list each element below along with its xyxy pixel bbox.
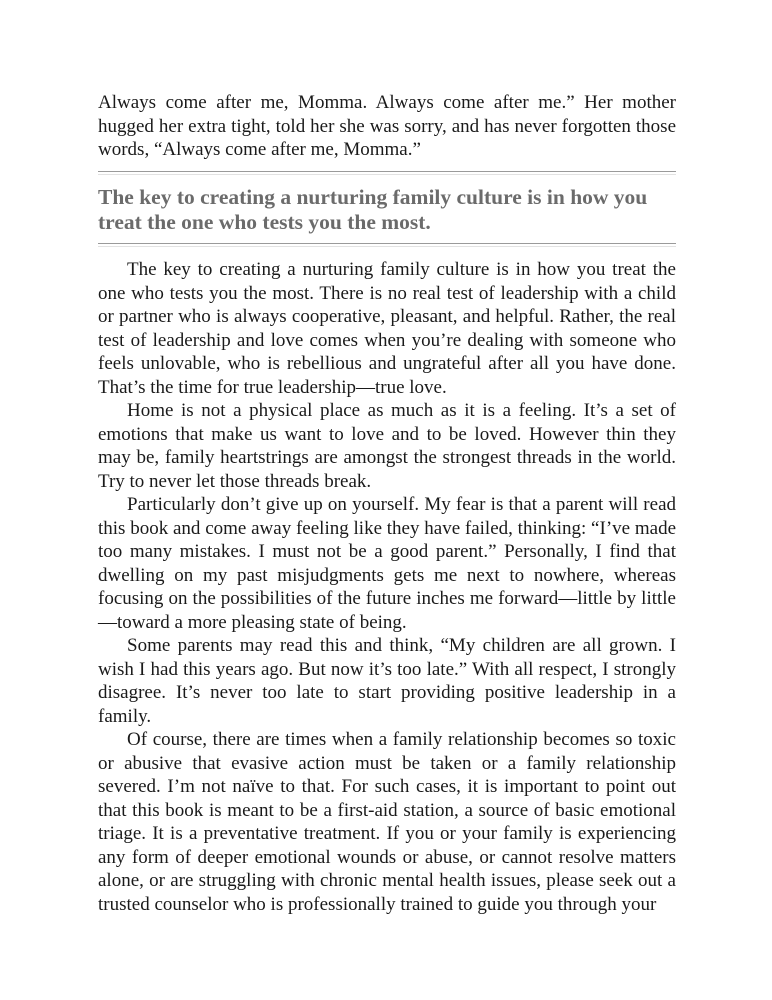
body-paragraph-2: Home is not a physical place as much as it is a feeling. It’s a set of emotions that make us want to love and to be loved. However thin they may be, family heartstrings are amongst the strongest threads in the world. Try to never let those threads break. xyxy=(98,400,676,492)
body-paragraph-5: Of course, there are times when a family relationship becomes so toxic or abusive that evasive action must be taken or a family relationship severed. I’m not naïve to that. For such cases, it is important to point out that this book is meant to be a first-aid station, a source of basic emotional triage. It is a preventative treatment. If you or your family is experiencing any form of deeper emotional wounds or abuse, or cannot resolve matters alone, or are struggling with chronic mental health issues, please seek out a trusted counselor who is professionally trained to guide you through your xyxy=(98,729,676,915)
body-paragraph-1: The key to creating a nurturing family culture is in how you treat the one who tests you the most. There is no real test of leadership with a child or partner who is always cooperative, pleasant, and helpful. Rather, the real test of leadership and love comes when you’re dealing with someone who feels unlovable, who is rebellious and ungrateful after all you have done. That’s the time for true leadership—true love. xyxy=(98,259,676,398)
body-paragraph-3: Particularly don’t give up on yourself. My fear is that a parent will read this book and come away feeling like they have failed, thinking: “I’ve made too many mistakes. I must not be a good parent.” Personally, I find that dwelling on my past misjudgments gets me next to nowhere, whereas focusing on the possibilities of the future inches me forward—little by little —toward a more pleasing state of being. xyxy=(98,494,676,633)
body-paragraph-4: Some parents may read this and think, “My children are all grown. I wish I had this years ago. But now it’s too late.” With all respect, I strongly disagree. It’s never too late to start providing positive leadership in a family. xyxy=(98,635,676,727)
pull-quote-top-rule xyxy=(98,171,676,172)
pull-quote: The key to creating a nurturing family culture is in how you treat the one who tests you the most. xyxy=(98,185,648,234)
opening-text-block xyxy=(98,91,676,162)
body-text-block xyxy=(98,258,676,916)
pull-quote-bottom-rule xyxy=(98,243,676,244)
opening-paragraph: Always come after me, Momma. Always come after me.” Her mother hugged her extra tight, told her she was sorry, and has never forgotten those words, “Always come after me, Momma.” xyxy=(98,92,676,160)
